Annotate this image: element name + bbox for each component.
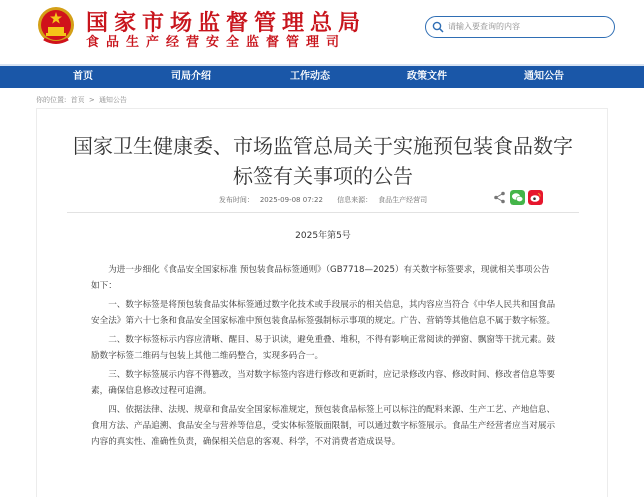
publish-time: 2025-09-08 07:22 xyxy=(259,196,323,204)
site-header xyxy=(0,0,644,62)
article-body xyxy=(91,262,557,453)
share-icon[interactable] xyxy=(492,190,507,205)
paragraph-3: 三、数字标签展示内容不得篡改，当对数字标签内容进行修改和更新时，应记录修改内容、修改时间、修改者信息等要素，确保信息修改过程可追溯。 xyxy=(91,370,556,396)
breadcrumb xyxy=(36,95,129,105)
divider xyxy=(67,212,579,213)
main-nav xyxy=(0,64,644,88)
source-value: 食品生产经营司 xyxy=(378,196,428,204)
search-box[interactable] xyxy=(425,16,615,38)
paragraph-intro: 为进一步细化《食品安全国家标准 预包装食品标签通则》（GB7718—2025）有关数字标签要求，现就相关事项公告如下： xyxy=(91,265,550,291)
breadcrumb-prefix: 你的位置: xyxy=(36,96,67,104)
breadcrumb-current[interactable]: 通知公告 xyxy=(98,96,127,104)
nav-item-home[interactable]: 首页 xyxy=(73,71,93,82)
paragraph-1: 一、数字标签是将预包装食品实体标签通过数字化技术或手段展示的相关信息，其内容应当符合《中华人民共和国食品安全法》第六十七条和食品安全国家标准中预包装食品标签强制标示事项的规定。广告、营销等其他信息不属于数字标签。 xyxy=(91,300,556,326)
weibo-icon[interactable] xyxy=(528,190,543,205)
paragraph-2: 二、数字标签标示内容应清晰、醒目、易于识读，避免重叠、堆积，不得有影响正常阅读的弹窗、飘窗等干扰元素。鼓励数字标签二维码与包装上其他二维码整合，实现多码合一。 xyxy=(91,335,556,361)
share-bar xyxy=(492,190,552,206)
nav-item-news[interactable]: 工作动态 xyxy=(290,71,330,82)
wechat-icon[interactable] xyxy=(510,190,525,205)
breadcrumb-home[interactable]: 首页 xyxy=(70,96,85,104)
publish-label: 发布时间： xyxy=(218,196,254,204)
search-icon[interactable] xyxy=(432,21,444,33)
article-title: 国家卫生健康委、市场监管总局关于实施预包装食品数字标签有关事项的公告 xyxy=(73,134,573,188)
site-subtitle: 食品生产经营安全监督管理司 xyxy=(86,35,347,50)
nav-item-policy[interactable]: 政策文件 xyxy=(407,71,447,82)
national-emblem-icon[interactable] xyxy=(36,5,76,47)
nav-item-notices[interactable]: 通知公告 xyxy=(524,71,564,82)
paragraph-4: 四、依据法律、法规、规章和食品安全国家标准规定，预包装食品标签上可以标注的配料来源、生产工艺、产地信息、食用方法、产品追溯、食品安全与营养等信息，受实体标签版面限制，可以通过数字标签展示。食品生产经营者应当对展示内容的真实性、准确性负责，确保相关信息的客观、科学，不对消费者造成误导。 xyxy=(91,405,556,447)
search-input[interactable]: 请输入要查询的内容 xyxy=(448,22,520,31)
nav-item-about[interactable]: 司局介绍 xyxy=(171,71,211,82)
site-title[interactable]: 国家市场监督管理总局 xyxy=(86,10,367,36)
source-label: 信息来源： xyxy=(337,196,373,204)
breadcrumb-separator: > xyxy=(88,96,95,104)
article-panel xyxy=(36,108,608,497)
document-number: 2025年第5号 xyxy=(295,231,351,241)
